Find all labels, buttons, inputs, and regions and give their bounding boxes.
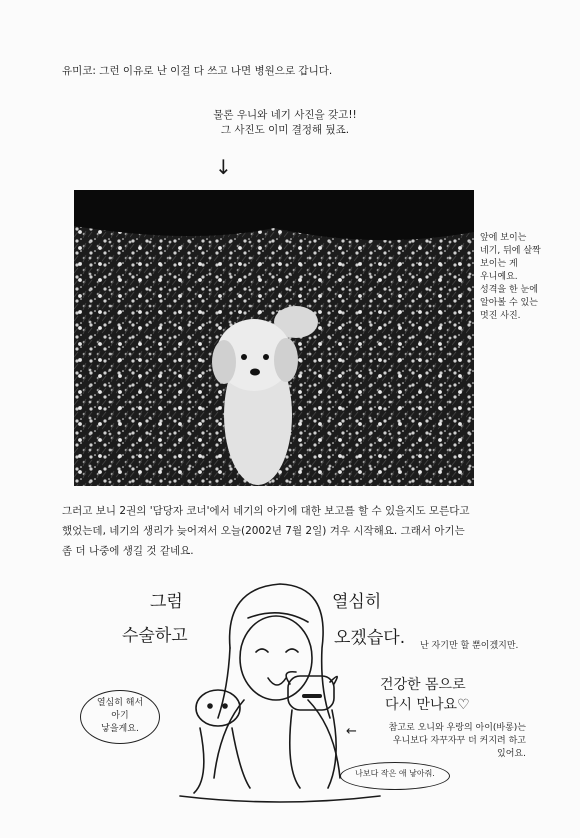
bubble-line: 낳을게요. xyxy=(101,724,139,734)
left-word-2: 수술하고 xyxy=(122,626,188,646)
left-arrow-icon: ← xyxy=(346,724,357,739)
caption-line: 네기, 뒤에 살짝 xyxy=(480,246,541,256)
dog-photo xyxy=(74,190,474,486)
note-line: 우니보다 자꾸자꾸 더 커지려 하고 xyxy=(392,736,526,746)
caption-line: 성격을 한 눈에 xyxy=(480,285,538,295)
caption-line: 알아볼 수 있는 xyxy=(480,298,538,308)
intro-line: 유미코: 그런 이유로 난 이걸 다 쓰고 나면 병원으로 갑니다. xyxy=(62,65,333,77)
photo-caption xyxy=(480,232,541,323)
caption-line: 멋진 사진. xyxy=(480,311,521,321)
body-paragraph xyxy=(62,501,470,561)
caption-line: 보이는 게 xyxy=(480,259,518,269)
down-arrow-icon: ↓ xyxy=(215,155,232,179)
note-line: 참고로 오니와 우랑의 아이(바롱)는 xyxy=(388,723,526,733)
paragraph-line: 했었는데, 네기의 생리가 늦어져서 오늘(2002년 7월 2일) 겨우 시작해요. 그래서 아기는 xyxy=(62,525,465,537)
right-word-1: 열심히 xyxy=(332,592,382,612)
side-note: 난 자기만 할 뿐이겠지만. xyxy=(420,641,519,651)
health-line-2: 다시 만나요♡ xyxy=(385,697,470,713)
right-note xyxy=(366,722,526,761)
note-top xyxy=(180,108,390,138)
left-speech-bubble xyxy=(80,690,160,744)
right-word-2: 오겠습다. xyxy=(334,628,406,648)
bubble-line: 아기 xyxy=(111,711,129,721)
caption-line: 우니예요. xyxy=(480,272,518,282)
note-top-line: 물론 우니와 네기 사진을 갖고!! xyxy=(213,109,357,121)
note-top-line: 그 사진도 이미 결정해 뒀죠. xyxy=(220,124,350,136)
paragraph-line: 좀 더 나중에 생길 것 같네요. xyxy=(62,545,194,557)
bubble-line: 열심히 해서 xyxy=(96,698,144,708)
paragraph-line: 그러고 보니 2권의 '담당자 코너'에서 네기의 아기에 대한 보고를 할 수 있을지도 모른다고 xyxy=(62,505,470,517)
health-line-1: 건강한 몸으로 xyxy=(380,677,466,693)
left-word-1: 그럼 xyxy=(150,592,183,612)
note-line: 있어요. xyxy=(497,749,526,759)
caption-line: 앞에 보이는 xyxy=(480,233,527,243)
bottom-speech-bubble: 나보다 작은 애 낳아줘. xyxy=(340,762,450,790)
